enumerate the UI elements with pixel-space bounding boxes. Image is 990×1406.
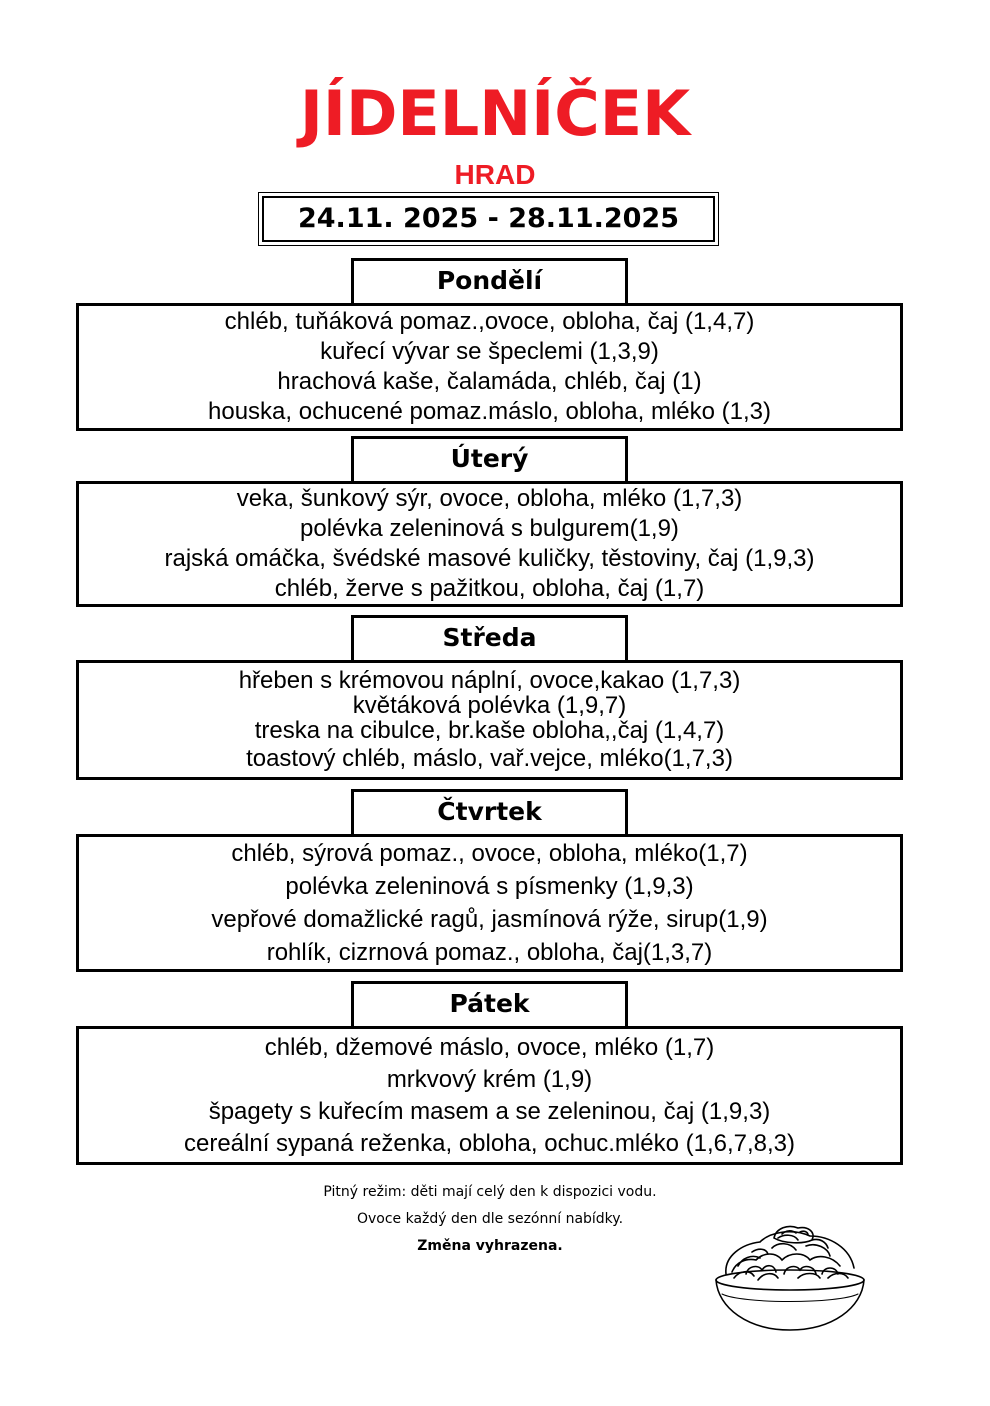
spaghetti-bowl-icon — [712, 1218, 868, 1334]
menu-item: treska na cibulce, br.kaše obloha,,čaj (1,4,7) — [254, 717, 725, 744]
date-range-box — [258, 192, 719, 246]
day-menu-thursday — [76, 834, 903, 972]
day-menu-monday — [76, 303, 903, 431]
menu-item: chléb, sýrová pomaz., ovoce, obloha, mléko(1,7) — [231, 840, 748, 867]
day-label-tuesday: Úterý — [351, 436, 628, 482]
menu-item: hřeben s krémovou náplní, ovoce,kakao (1,7,3) — [238, 667, 741, 694]
menu-item: vepřové domažlické ragů, jasmínová rýže, sirup(1,9) — [211, 906, 768, 933]
menu-item: chléb, žerve s pažitkou, obloha, čaj (1,7) — [274, 575, 705, 602]
day-menu-wednesday — [76, 660, 903, 780]
menu-item: kuřecí vývar se špeclemi (1,3,9) — [320, 338, 659, 365]
location-subtitle: HRAD — [454, 159, 536, 190]
menu-item: toastový chléb, máslo, vař.vejce, mléko(1,7,3) — [246, 745, 733, 772]
day-label-wednesday: Středa — [351, 615, 628, 661]
menu-item: chléb, džemové máslo, ovoce, mléko (1,7) — [264, 1033, 715, 1061]
menu-item: polévka zeleninová s písmenky (1,9,3) — [285, 873, 694, 900]
menu-item: mrkvový krém (1,9) — [386, 1065, 593, 1093]
footer-fruit-note: Ovoce každý den dle sezónní nabídky. — [356, 1211, 624, 1227]
page-title: JÍDELNÍČEK — [299, 77, 691, 150]
menu-item: veka, šunkový sýr, ovoce, obloha, mléko (1,7,3) — [236, 485, 743, 512]
day-menu-friday — [76, 1026, 903, 1165]
menu-item: květáková polévka (1,9,7) — [352, 692, 627, 719]
day-menu-tuesday — [76, 481, 903, 607]
day-label-thursday: Čtvrtek — [351, 789, 628, 835]
menu-item: hrachová kaše, čalamáda, chléb, čaj (1) — [277, 368, 702, 395]
menu-item: rajská omáčka, švédské masové kuličky, těstoviny, čaj (1,9,3) — [164, 545, 815, 572]
menu-item: špagety s kuřecím masem a se zeleninou, čaj (1,9,3) — [208, 1097, 771, 1125]
menu-item: rohlík, cizrnová pomaz., obloha, čaj(1,3,7) — [266, 939, 713, 966]
day-label-friday: Pátek — [351, 981, 628, 1027]
menu-item: chléb, tuňáková pomaz.,ovoce, obloha, čaj (1,4,7) — [224, 308, 755, 335]
footer-drinking-note: Pitný režim: děti mají celý den k dispozici vodu. — [323, 1184, 657, 1200]
footer-change-note: Změna vyhrazena. — [417, 1238, 563, 1254]
menu-item: cereální sypaná reženka, obloha, ochuc.mléko (1,6,7,8,3) — [183, 1129, 796, 1157]
menu-item: houska, ochucené pomaz.máslo, obloha, mléko (1,3) — [208, 398, 771, 425]
date-range: 24.11. 2025 - 28.11.2025 — [262, 196, 715, 242]
menu-item: polévka zeleninová s bulgurem(1,9) — [300, 515, 679, 542]
day-label-monday: Pondělí — [351, 258, 628, 304]
